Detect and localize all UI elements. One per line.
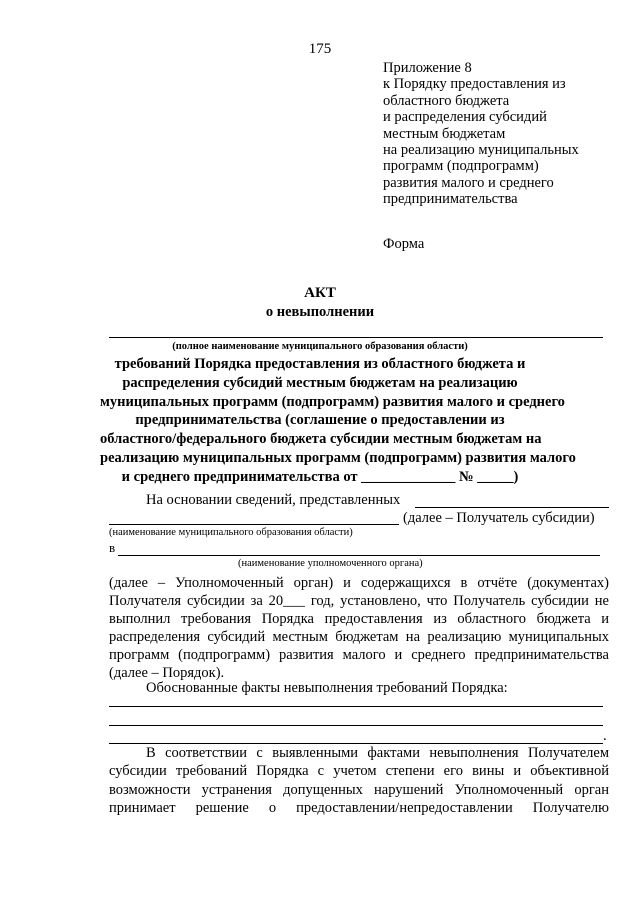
- appendix-reference: [383, 60, 579, 208]
- in-label: в: [109, 540, 116, 555]
- appendix-line: развития малого и среднего: [383, 174, 554, 191]
- recipient-caption: (наименование муниципального образования области): [109, 527, 353, 538]
- body-line: распределения субсидий местным бюджетам на реализацию муниципальных: [109, 629, 609, 645]
- body-line: выполнил требования Порядка предоставления из областного бюджета и: [109, 611, 609, 627]
- appendix-line: и распределения субсидий: [383, 109, 547, 126]
- decision-line: субсидии требований Порядка с учетом степени его вины и объективной: [109, 763, 609, 779]
- recipient-name-line: [109, 524, 399, 525]
- body-line: Получателя субсидии за 20___ год, установлено, что Получатель субсидии не: [109, 593, 609, 609]
- municipality-caption: (полное наименование муниципального образования области): [172, 341, 468, 352]
- appendix-line: местным бюджетам: [383, 125, 506, 142]
- facts-line: [109, 725, 603, 726]
- basis-intro: На основании сведений, представленных: [146, 492, 401, 508]
- page-number: 175: [308, 41, 332, 57]
- facts-line: [109, 743, 603, 744]
- form-label: Форма: [383, 236, 425, 252]
- appendix-line: областного бюджета: [383, 92, 510, 109]
- appendix-line: Приложение 8: [383, 60, 472, 76]
- appendix-line: к Порядку предоставления из: [383, 76, 566, 93]
- requirements-line: распределения субсидий местным бюджетам на реализацию: [122, 374, 518, 391]
- authority-caption: (наименование уполномоченного органа): [238, 558, 423, 569]
- decision-line: В соответствии с выявленными фактами невыполнения Получателем: [146, 745, 609, 761]
- recipient-suffix: (далее – Получатель субсидии): [403, 510, 595, 526]
- document-title: АКТ: [304, 285, 336, 301]
- requirements-line: предпринимательства (соглашение о предоставлении из: [135, 412, 505, 429]
- appendix-line: программ (подпрограмм): [383, 158, 539, 175]
- basis-source-line: [415, 507, 609, 508]
- document-subtitle: о невыполнении: [265, 304, 375, 320]
- appendix-line: предпринимательства: [383, 191, 518, 208]
- requirements-line: муниципальных программ (подпрограмм) развития малого и среднего: [100, 393, 565, 410]
- authority-name-line: [118, 555, 600, 556]
- decision-line: принимает решение о предоставлении/непредоставлении Получателю: [109, 800, 609, 816]
- requirements-heading: [100, 355, 576, 487]
- body-line: программ (подпрограмм) развития малого и среднего предпринимательства: [109, 647, 609, 663]
- municipality-name-line: [109, 337, 603, 338]
- requirements-line: требований Порядка предоставления из областного бюджета и: [114, 356, 526, 372]
- facts-line: [109, 706, 603, 707]
- requirements-line: реализацию муниципальных программ (подпрограмм) развития малого: [100, 449, 576, 466]
- body-line: (далее – Уполномоченный орган) и содержащихся в отчёте (документах): [109, 575, 609, 591]
- body-line: (далее – Порядок).: [109, 665, 225, 681]
- facts-label: Обоснованные факты невыполнения требований Порядка:: [146, 680, 508, 696]
- decision-line: возможности устранения допущенных нарушений Уполномоченный орган: [109, 782, 609, 798]
- appendix-line: на реализацию муниципальных: [383, 142, 579, 159]
- requirements-line: и среднего предпринимательства от _____________ № _____): [121, 468, 519, 485]
- requirements-line: областного/федерального бюджета субсидии местным бюджетам на: [100, 431, 542, 448]
- facts-end-mark: .: [603, 728, 607, 744]
